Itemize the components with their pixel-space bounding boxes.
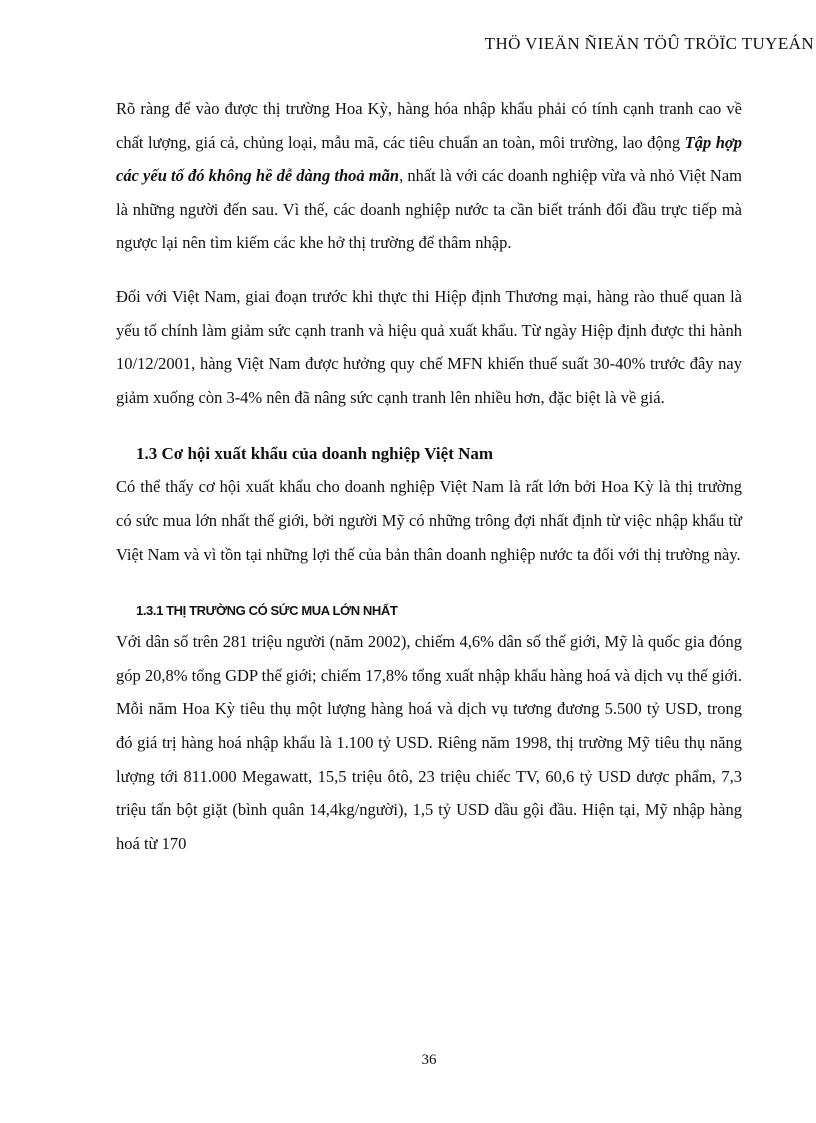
paragraph-text: , nhất là với các doanh nghiệp vừa và nhỏ Việt Nam là những người đến sau. Vì thế, các doanh nghiệp nước ta cần biết tránh đối đầu trực tiếp mà ngược lại nên tìm kiếm các khe hở thị trường để thâm nhập. — [116, 166, 743, 253]
paragraph-market-competition — [116, 92, 742, 260]
paragraph-purchasing-power: Với dân số trên 281 triệu người (năm 2002), chiếm 4,6% dân số thế giới, Mỹ là quốc gia đóng góp 20,8% tổng GDP thế giới; chiếm 17,8% tổng xuất nhập khẩu hàng hoá và dịch vụ thế giới. Mỗi năm Hoa Kỳ tiêu thụ một lượng hàng hoá và dịch vụ tương đương 5.500 tỷ USD, trong đó giá trị hàng hoá nhập khẩu là 1.100 tỷ USD. Riêng năm 1998, thị trường Mỹ tiêu thụ năng lượng tới 811.000 Megawatt, 15,5 triệu ôtô, 23 triệu chiếc TV, 60,6 tỷ USD dược phẩm, 7,3 triệu tấn bột giặt (bình quân 14,4kg/người), 1,5 tỷ USD dầu gội đầu. Hiện tại, Mỹ nhập hàng hoá từ 170 — [116, 632, 742, 853]
emphasized-text: Tập hợp các yếu tố đó không hề dễ dàng thoả mãn — [116, 132, 742, 186]
page-number: 36 — [421, 1052, 437, 1068]
running-header: THÖ VIEÄN ÑIEÄN TÖÛ TRÖÏC TUYEÁN — [484, 34, 814, 53]
paragraph-text: Rõ ràng để vào được thị trường Hoa Kỳ, hàng hóa nhập khẩu phải có tính cạnh tranh cao về chất lượng, giá cả, chủng loại, mẫu mã, các tiêu chuẩn an toàn, môi trường, lao động — [116, 99, 742, 152]
paragraph-tariff: Đối với Việt Nam, giai đoạn trước khi thực thi Hiệp định Thương mại, hàng rào thuế quan là yếu tố chính làm giảm sức cạnh tranh và hiệu quả xuất khẩu. Từ ngày Hiệp định được thi hành 10/12/2001, hàng Việt Nam được hưởng quy chế MFN khiến thuế suất 30-40% trước đây nay giảm xuống còn 3-4% nên đã nâng sức cạnh tranh lên nhiều hơn, đặc biệt là về giá. — [116, 286, 742, 407]
section-heading-1-3: 1.3 Cơ hội xuất khẩu của doanh nghiệp Việt Nam — [136, 444, 494, 464]
paragraph-export-opportunity: Có thể thấy cơ hội xuất khẩu cho doanh nghiệp Việt Nam là rất lớn bởi Hoa Kỳ là thị trường có sức mua lớn nhất thế giới, bởi người Mỹ có những trông đợi nhất định từ việc nhập khẩu từ Việt Nam và vì tồn tại những lợi thế của bản thân doanh nghiệp nước ta đối với thị trường này. — [116, 477, 742, 564]
page-body — [116, 92, 742, 860]
subsection-heading-1-3-1: 1.3.1 THỊ TRƯỜNG CÓ SỨC MUA LỚN NHẤT — [136, 603, 398, 619]
